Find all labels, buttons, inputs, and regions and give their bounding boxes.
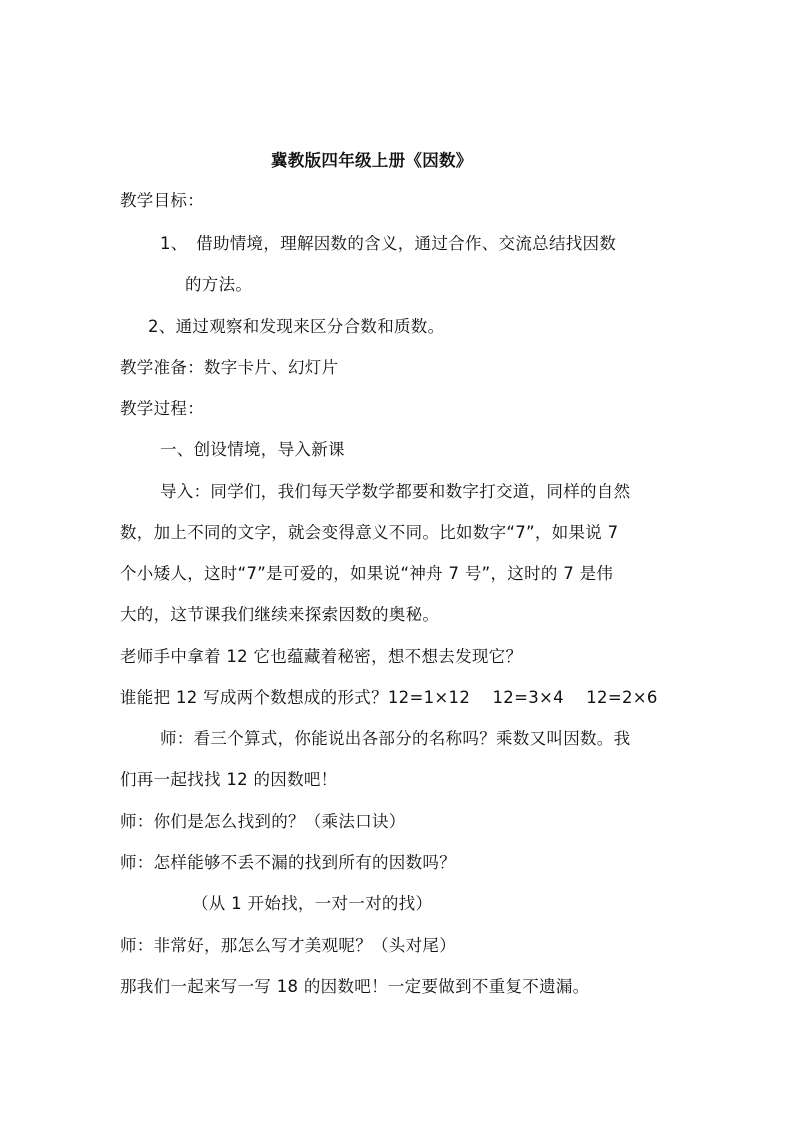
paragraph-line: 师：非常好，那怎么写才美观呢？（头对尾） — [120, 936, 456, 955]
paragraph-line: 导入：同学们，我们每天学数学都要和数字打交道，同样的自然 — [160, 482, 631, 501]
paragraph-line: 老师手中拿着 12 它也蕴藏着秘密，想不想去发现它？ — [120, 647, 523, 666]
paragraph-line: 那我们一起来写一写 18 的因数吧！一定要做到不重复不遗漏。 — [120, 977, 590, 996]
paragraph-line: 大的，这节课我们继续来探索因数的奥秘。 — [120, 605, 440, 624]
paragraph-line: 们再一起找找 12 的因数吧！ — [120, 770, 338, 789]
paragraph-line: 数，加上不同的文字，就会变得意义不同。比如数字“7”，如果说 7 — [120, 523, 619, 542]
section-heading-process: 教学过程： — [120, 399, 204, 418]
section-heading-preparation: 教学准备：数字卡片、幻灯片 — [120, 358, 339, 377]
paragraph-line: 师：看三个算式，你能说出各部分的名称吗？乘数又叫因数。我 — [160, 729, 631, 748]
paragraph-line: 师：怎样能够不丢不漏的找到所有的因数吗？ — [120, 853, 456, 872]
paragraph-line: 个小矮人，这时“7”是可爱的，如果说“神舟 7 号”，这时的 7 是伟 — [120, 564, 614, 583]
objective-item-1-continued: 的方法。 — [185, 275, 253, 294]
objective-item-2: 2、通过观察和发现来区分合数和质数。 — [148, 317, 445, 336]
objective-item-1: 1、 借助情境，理解因数的含义，通过合作、交流总结找因数 — [160, 234, 617, 253]
paragraph-line: （从 1 开始找，一对一对的找） — [192, 894, 433, 913]
paragraph-line: 师：你们是怎么找到的？（乘法口诀） — [120, 812, 406, 831]
subsection-heading-intro: 一、创设情境，导入新课 — [160, 440, 345, 459]
paragraph-line: 谁能把 12 写成两个数想成的形式？12=1×12 12=3×4 12=2×6 — [120, 688, 658, 707]
document-title: 冀教版四年级上册《因数》 — [271, 151, 473, 170]
section-heading-objectives: 教学目标： — [120, 191, 204, 210]
